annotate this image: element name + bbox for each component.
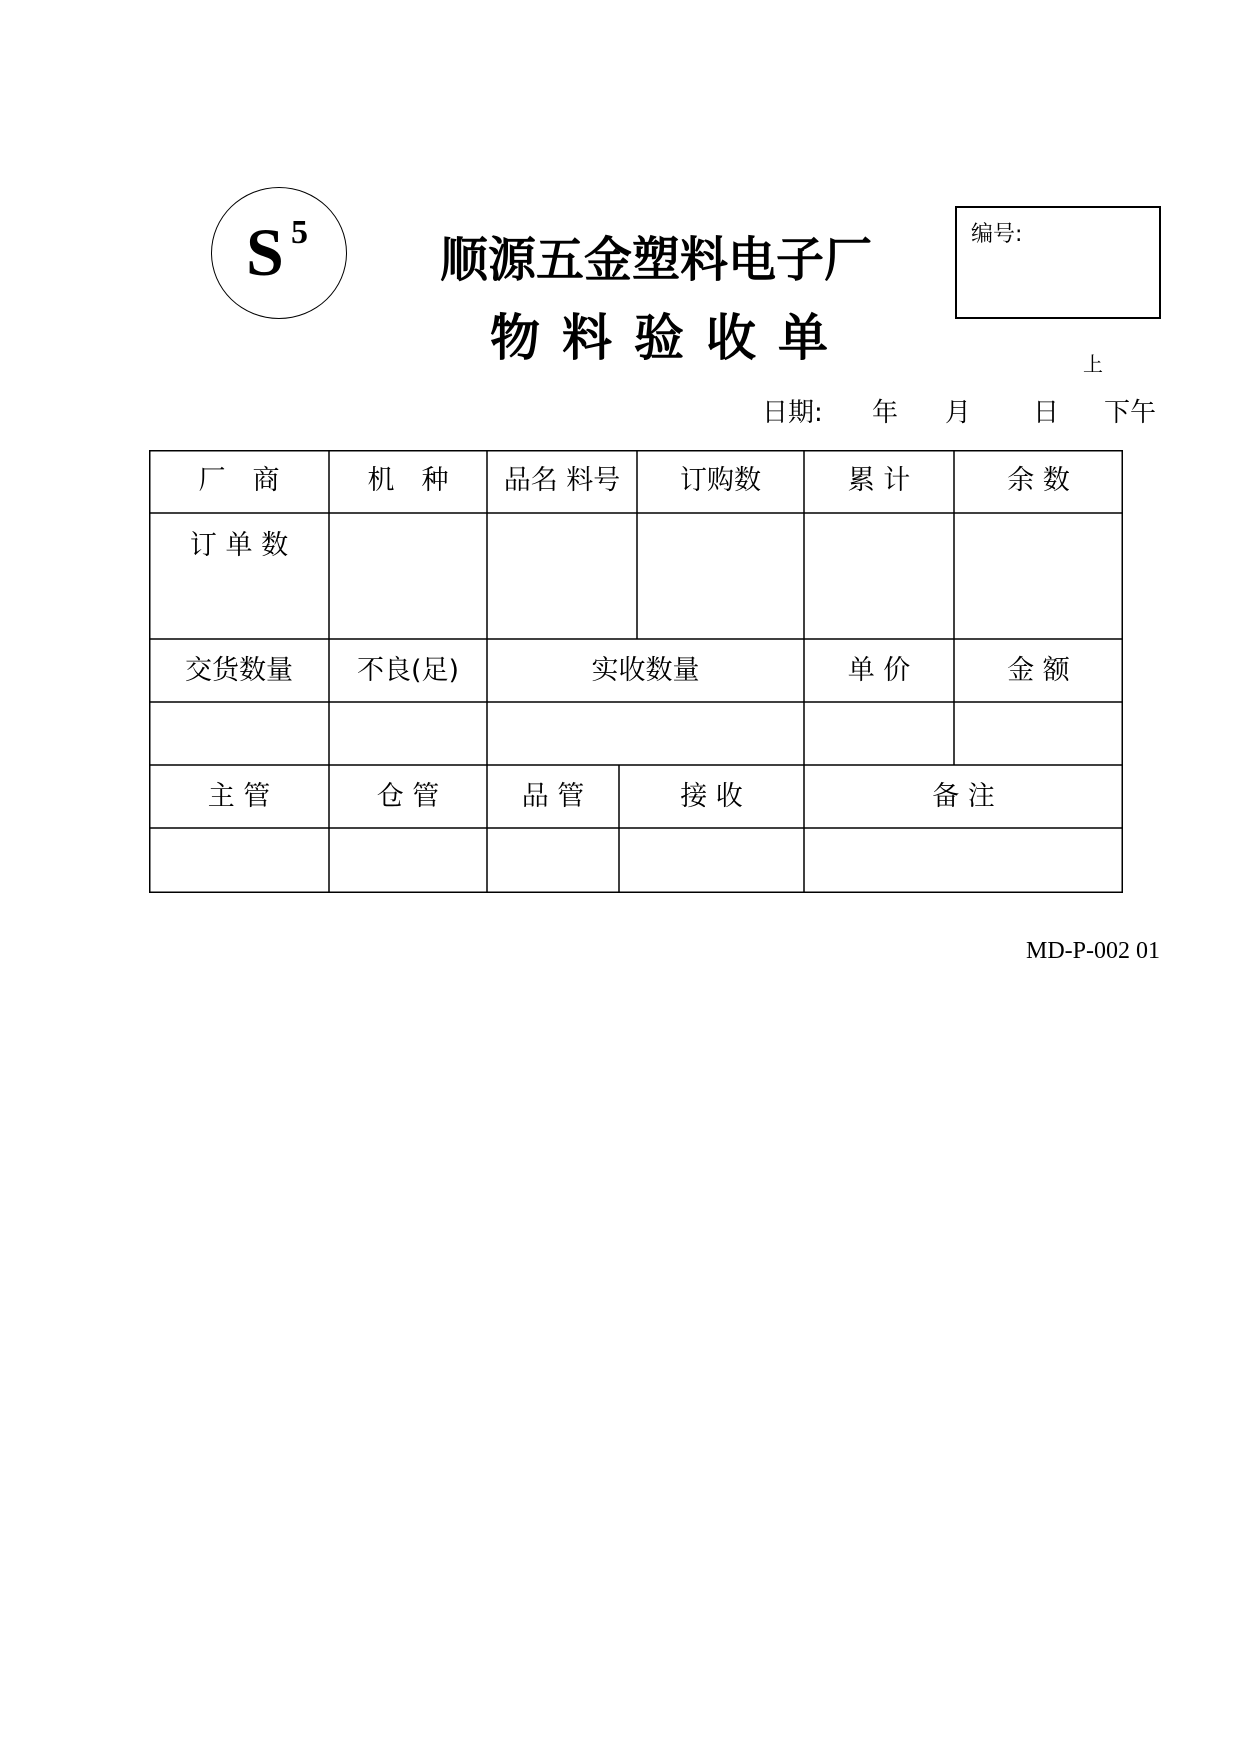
order-quantity-label: 订 单 数	[189, 530, 289, 561]
form-number-box[interactable]	[955, 206, 1161, 319]
header-delivery-quantity: 交货数量	[185, 655, 293, 686]
header-warehouse: 仓 管	[376, 781, 440, 812]
inspection-table	[149, 450, 1123, 893]
header-vendor: 厂 商	[198, 465, 280, 496]
header-model: 机 种	[367, 465, 449, 496]
am-label: 上	[1083, 352, 1103, 376]
year-label: 年	[872, 398, 899, 428]
header-remarks: 备 注	[932, 781, 995, 812]
company-logo	[211, 187, 347, 319]
month-label: 月	[945, 398, 972, 428]
company-name: 顺源五金塑料电子厂	[440, 232, 873, 288]
header-amount: 金 额	[1007, 655, 1070, 686]
form-number-label: 编号:	[971, 222, 1023, 247]
header-supervisor: 主 管	[207, 781, 271, 812]
date-label: 日期:	[762, 398, 823, 428]
header-received-quantity: 实收数量	[591, 655, 700, 686]
header-unit-price: 单 价	[847, 655, 911, 686]
form-code: MD-P-002 01	[1025, 938, 1160, 964]
header-part-name-number: 品名 料号	[503, 465, 621, 496]
header-cumulative: 累 计	[847, 465, 911, 496]
form-title: 物料验收单	[490, 309, 850, 367]
header-receiver: 接 收	[680, 781, 743, 812]
header-remaining: 余 数	[1007, 465, 1070, 496]
pm-label: 下午	[1104, 398, 1157, 428]
day-label: 日	[1033, 398, 1060, 428]
logo-superscript: 5	[291, 214, 308, 251]
header-defective: 不良(足)	[356, 655, 460, 686]
logo-letter: S	[246, 214, 284, 290]
header-quality-control: 品 管	[521, 781, 585, 812]
header-order-quantity: 订购数	[680, 465, 761, 496]
